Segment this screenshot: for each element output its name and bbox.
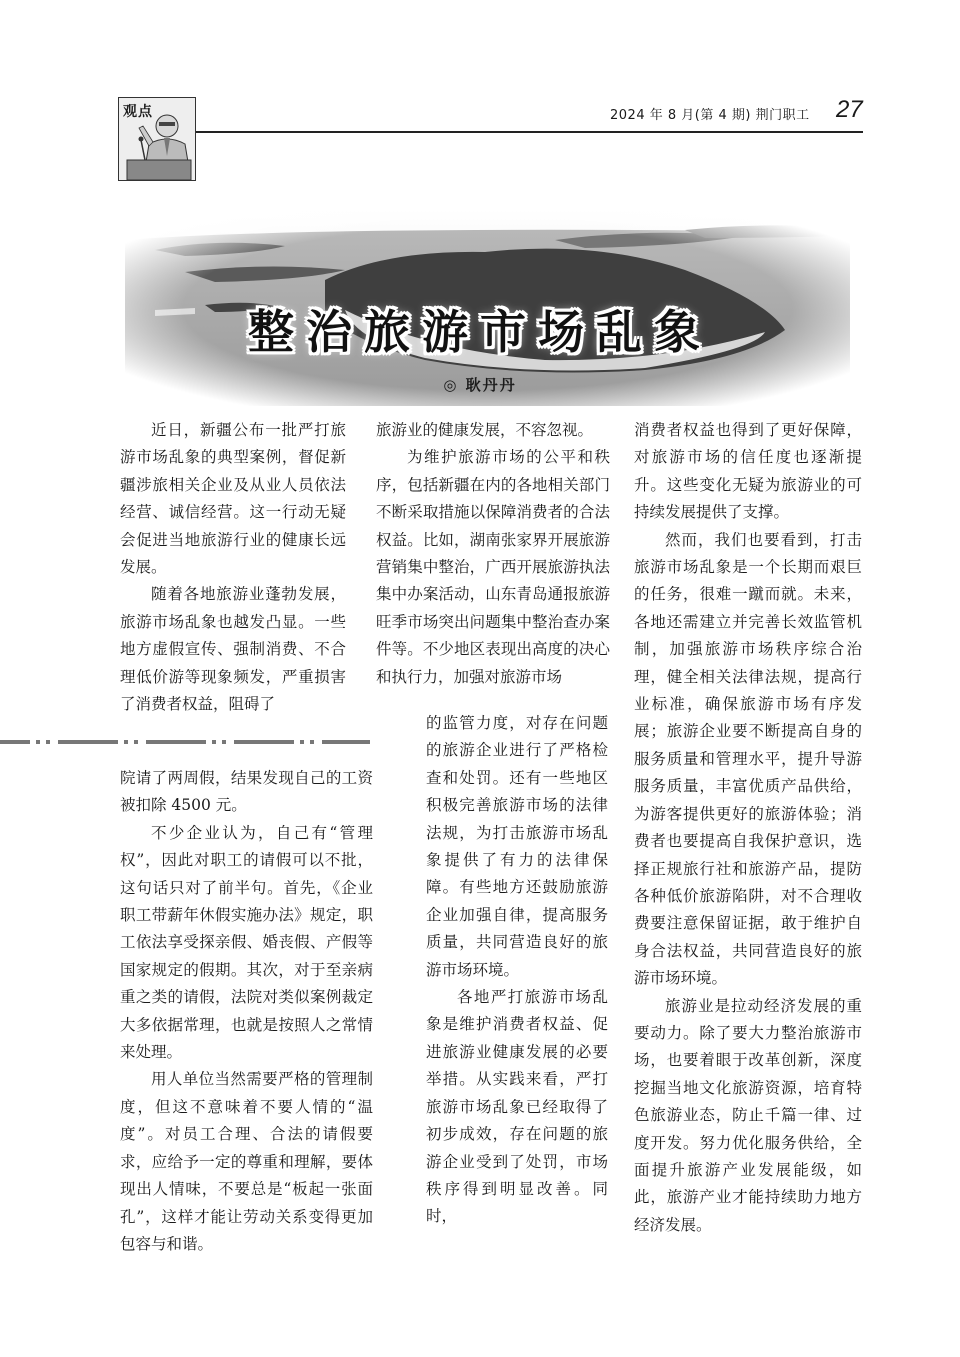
section-badge	[118, 97, 196, 181]
page-number: 27	[836, 96, 863, 123]
article-column-2	[376, 417, 610, 691]
paragraph: 近日，新疆公布一批严打旅游市场乱象的典型案例，督促新疆涉旅相关企业及从业人员依法经营、诚信经营。这一行动无疑会促进当地旅游行业的健康长远发展。	[120, 421, 346, 577]
previous-article-continuation	[120, 765, 373, 1258]
section-label: 观点	[123, 104, 153, 120]
article-divider	[0, 738, 370, 746]
header-rule	[196, 131, 863, 133]
paragraph: 各地严打旅游市场乱象是维护消费者权益、促进旅游业健康发展的必要举措。从实践来看，严打旅游市场乱象已经取得了初步成效，存在问题的旅游企业受到了处罚，市场秩序得到明显改善。同时，	[426, 988, 608, 1226]
paragraph: 用人单位当然需要严格的管理制度，但这不意味着不要人情的“温度”。对员工合理、合法的请假要求，应给予一定的尊重和理解，要体现出人情味，不要总是“板起一张面孔”，这样才能让劳动关系变得更加包容与和谐。	[120, 1070, 373, 1253]
paragraph: 然而，我们也要看到，打击旅游市场乱象是一个长期而艰巨的任务，很难一蹴而就。未来，各地还需建立并完善长效监管机制，加强旅游市场秩序综合治理，健全相关法律法规，提高行业标准，确保旅游市场有序发展；旅游企业要不断提高自身的服务质量和管理水平，提升导游服务质量，丰富优质产品供给，为游客提供更好的旅游体验；消费者也要提高自我保护意识，选择正规旅行社和旅游产品，提防各种低价旅游陷阱，对不合理收费要注意保留证据，敢于维护自身合法权益，共同营造良好的旅游市场环境。	[634, 530, 862, 988]
paragraph: 旅游业的健康发展，不容忽视。	[376, 421, 594, 439]
paragraph: 不少企业认为，自己有“管理权”，因此对职工的请假可以不批，这句话只对了前半句。首先，《企业职工带薪年休假实施办法》规定，职工依法享受探亲假、婚丧假、产假等国家规定的假期。其次，对于至亲病重之类的请假，法院对类似案例裁定大多依据常理，也就是按照人之常情来处理。	[120, 823, 373, 1062]
article-title: 整治旅游市场乱象	[248, 305, 712, 359]
article-column-2-lower	[426, 710, 608, 1231]
article-column-1	[120, 417, 346, 718]
paragraph: 旅游业是拉动经济发展的重要动力。除了要大力整治旅游市场，也要着眼于改革创新，深度挖掘当地文化旅游资源，培育特色旅游业态，防止千篇一律、过度开发。努力优化服务供给，全面提升旅游产业发展能级，如此，旅游产业才能持续助力地方经济发展。	[634, 996, 862, 1234]
paragraph: 院请了两周假，结果发现自己的工资被扣除 4500 元。	[120, 769, 373, 815]
paragraph: 消费者权益也得到了更好保障，对旅游市场的信任度也逐渐提升。这些变化无疑为旅游业的可持续发展提供了支撑。	[634, 421, 862, 522]
issue-info: 2024 年 8 月(第 4 期) 荆门职工	[610, 108, 810, 123]
paragraph: 为维护旅游市场的公平和秩序，包括新疆在内的各地相关部门不断采取措施以保障消费者的合法权益。比如，湖南张家界开展旅游营销集中整治，广西开展旅游执法集中办案活动，山东青岛通报旅游旺季市场突出问题集中整治查办案件等。不少地区表现出高度的决心和执行力，加强对旅游市场	[376, 448, 610, 686]
article-column-3	[634, 417, 862, 1239]
paragraph: 随着各地旅游业蓬勃发展，旅游市场乱象也越发凸显。一些地方虚假宣传、强制消费、不合理低价游等现象频发，严重损害了消费者权益，阻碍了	[120, 585, 346, 714]
paragraph: 的监管力度，对存在问题的旅游企业进行了严格检查和处罚。还有一些地区积极完善旅游市场的法律法规，为打击旅游市场乱象提供了有力的法律保障。有些地方还鼓励旅游企业加强自律，提高服务质量，共同营造良好的旅游市场环境。	[426, 714, 608, 979]
article-author: ◎ 耿丹丹	[443, 376, 517, 394]
